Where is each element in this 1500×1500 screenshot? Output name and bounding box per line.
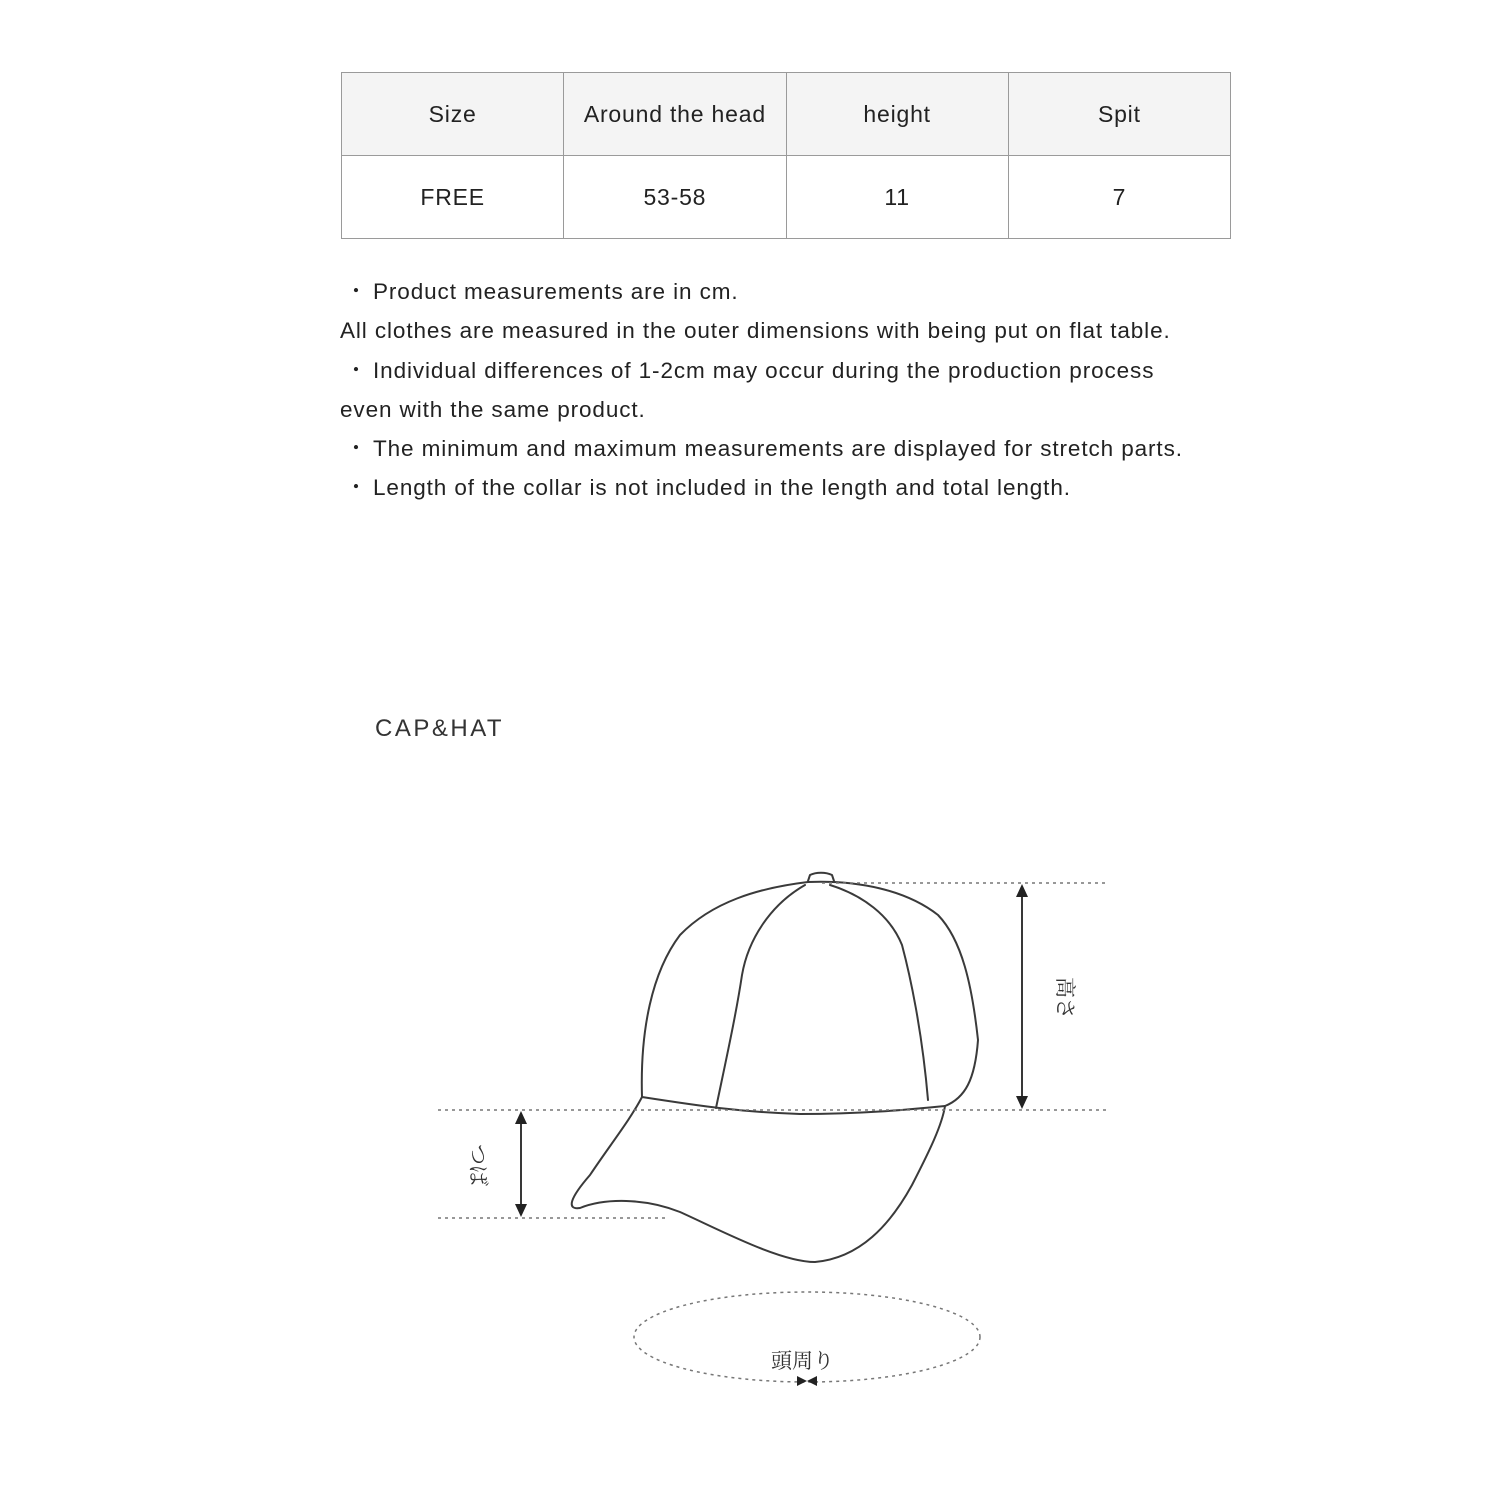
brim-arrow-head-bottom	[515, 1204, 527, 1217]
height-label: 高さ	[1053, 977, 1077, 1019]
height-arrow-head-top	[1016, 884, 1028, 897]
cap-brim	[572, 1097, 945, 1262]
circumference-marker-left	[797, 1376, 807, 1386]
circumference-marker-right	[807, 1376, 817, 1386]
cell-spit: 7	[1008, 156, 1230, 239]
cap-band	[642, 1097, 945, 1114]
note-text: All clothes are measured in the outer dimensions with being put on flat table.	[340, 318, 1171, 344]
cap-crown-outline	[642, 882, 978, 1106]
note-bullet: ・	[344, 436, 369, 462]
brim-arrow-head-top	[515, 1111, 527, 1124]
cell-around-the-head: 53-58	[564, 156, 786, 239]
note-bullet: ・	[344, 279, 369, 304]
note-text: Product measurements are in cm.	[373, 279, 739, 304]
head-circumference-label: 頭周り	[771, 1349, 834, 1373]
cell-size: FREE	[342, 156, 564, 239]
cap-seam-left	[716, 885, 805, 1108]
cell-height: 11	[786, 156, 1008, 239]
cap-button	[808, 873, 834, 881]
header-size: Size	[342, 73, 564, 156]
note-text: The minimum and maximum measurements are displayed for stretch parts.	[373, 436, 1183, 462]
height-arrow-head-bottom	[1016, 1096, 1028, 1109]
note-bullet: ・	[344, 475, 369, 501]
note-text: Individual differences of 1-2cm may occur during the production process even with the same product.	[340, 357, 1155, 422]
header-around-the-head: Around the head	[564, 73, 786, 156]
header-height: height	[786, 73, 1008, 156]
note-text: Length of the collar is not included in the length and total length.	[373, 475, 1071, 501]
brim-label: つば	[466, 1144, 490, 1186]
diagram-title: CAP&HAT	[375, 715, 505, 742]
header-spit: Spit	[1008, 73, 1230, 156]
note-bullet: ・	[344, 357, 369, 383]
cap-seam-right	[830, 885, 928, 1100]
